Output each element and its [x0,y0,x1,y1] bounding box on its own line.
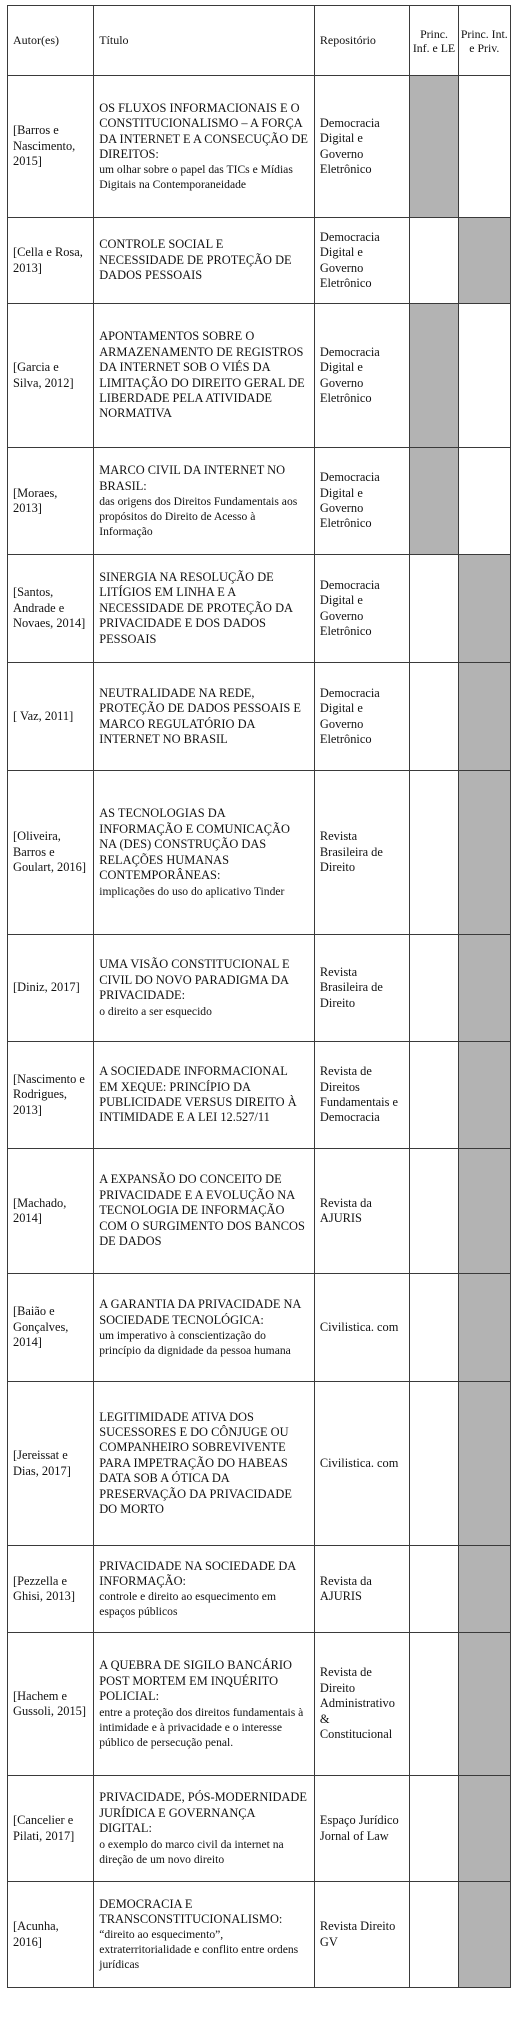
header-repositorio: Repositório [314,6,409,76]
indicator-inf-marked [410,304,458,448]
indicator-int-marked [458,935,510,1042]
titulo-main: PRIVACIDADE, PÓS-MODERNIDADE JURÍDICA E GOVERNANÇA DIGITAL: [99,1790,307,1836]
titulo-sub: controle e direito ao esquecimento em espaços públicos [99,1590,276,1619]
cell-repositorio: Civilistica. com [314,1382,409,1546]
cell-titulo [94,1042,315,1149]
cell-repositorio: Revista de Direito Administrativo & Constitucional [314,1633,409,1776]
titulo-main: NEUTRALIDADE NA REDE, PROTEÇÃO DE DADOS PESSOAIS E MARCO REGULATÓRIO DA INTERNET NO BRASIL [99,685,301,746]
table-row [8,1042,511,1149]
indicator-int-marked [458,771,510,935]
table-body [8,76,511,1988]
titulo-sub: entre a proteção dos direitos fundamentais à intimidade e à privacidade e o interesse público de persecução penal. [99,1705,304,1749]
titulo-main: CONTROLE SOCIAL E NECESSIDADE DE PROTEÇÃO DE DADOS PESSOAIS [99,237,292,283]
titulo-main: DEMOCRACIA E TRANSCONSTITUCIONALISMO: [99,1896,283,1926]
cell-autor: [Barros e Nascimento, 2015] [8,76,94,218]
indicator-inf-marked [410,448,458,555]
titulo-main: A SOCIEDADE INFORMACIONAL EM XEQUE: PRINCÍPIO DA PUBLICIDADE VERSUS DIREITO À INTIMIDADE E A LEI 12.527/11 [99,1064,297,1125]
cell-repositorio: Democracia Digital e Governo Eletrônico [314,76,409,218]
cell-autor: [Moraes, 2013] [8,448,94,555]
table-row [8,935,511,1042]
cell-titulo [94,771,315,935]
cell-autor: [Jereissat e Dias, 2017] [8,1382,94,1546]
header-row [8,6,511,76]
cell-autor: [Cella e Rosa, 2013] [8,218,94,304]
cell-repositorio: Democracia Digital e Governo Eletrônico [314,218,409,304]
cell-repositorio: Democracia Digital e Governo Eletrônico [314,448,409,555]
cell-autor: [ Vaz, 2011] [8,663,94,771]
titulo-main: AS TECNOLOGIAS DA INFORMAÇÃO E COMUNICAÇÃO NA (DES) CONSTRUÇÃO DAS RELAÇÕES HUMANAS CONTEMPORÂNEAS: [99,806,290,883]
indicator-inf-empty [410,1633,458,1776]
header-autor: Autor(es) [8,6,94,76]
titulo-main: A EXPANSÃO DO CONCEITO DE PRIVACIDADE E A EVOLUÇÃO NA TECNOLOGIA DE INFORMAÇÃO COM O SURGIMENTO DOS BANCOS DE DADOS [99,1172,305,1249]
indicator-inf-empty [410,1382,458,1546]
cell-autor: [Nascimento e Rodrigues, 2013] [8,1042,94,1149]
table-row [8,771,511,935]
indicator-int-marked [458,1776,510,1882]
titulo-sub: o direito a ser esquecido [99,1004,212,1018]
table-row [8,448,511,555]
titulo-main: MARCO CIVIL DA INTERNET NO BRASIL: [99,463,286,493]
indicator-inf-empty [410,1042,458,1149]
table-row [8,555,511,663]
cell-titulo [94,76,315,218]
cell-repositorio: Revista Brasileira de Direito [314,935,409,1042]
cell-repositorio: Democracia Digital e Governo Eletrônico [314,663,409,771]
indicator-int-empty [458,76,510,218]
cell-titulo [94,1274,315,1382]
titulo-sub: implicações do uso do aplicativo Tinder [99,884,285,898]
table-row [8,1382,511,1546]
indicator-int-empty [458,304,510,448]
table-row [8,1633,511,1776]
indicator-int-marked [458,218,510,304]
table-row [8,304,511,448]
indicator-inf-empty [410,218,458,304]
indicator-inf-marked [410,76,458,218]
table-row [8,663,511,771]
cell-titulo [94,448,315,555]
cell-titulo [94,1149,315,1274]
cell-titulo [94,1633,315,1776]
table-row [8,1546,511,1633]
indicator-inf-empty [410,1882,458,1988]
header-princ-int: Princ. Int. e Priv. [458,6,510,76]
titulo-sub: o exemplo do marco civil da internet na direção de um novo direito [99,1837,284,1866]
cell-repositorio: Revista da AJURIS [314,1149,409,1274]
titulo-main: A QUEBRA DE SIGILO BANCÁRIO POST MORTEM EM INQUÉRITO POLICIAL: [99,1658,292,1704]
cell-autor: [Oliveira, Barros e Goulart, 2016] [8,771,94,935]
indicator-int-marked [458,1274,510,1382]
cell-titulo [94,1546,315,1633]
indicator-inf-empty [410,1149,458,1274]
table-row [8,1882,511,1988]
table-row [8,1776,511,1882]
cell-repositorio: Revista Brasileira de Direito [314,771,409,935]
cell-repositorio: Democracia Digital e Governo Eletrônico [314,555,409,663]
indicator-int-marked [458,1382,510,1546]
titulo-main: PRIVACIDADE NA SOCIEDADE DA INFORMAÇÃO: [99,1558,296,1588]
cell-repositorio: Revista Direito GV [314,1882,409,1988]
cell-repositorio: Democracia Digital e Governo Eletrônico [314,304,409,448]
titulo-sub: “direito ao esquecimento”, extraterritorialidade e conflito entre ordens jurídicas [99,1928,299,1972]
indicator-inf-empty [410,1546,458,1633]
cell-autor: [Machado, 2014] [8,1149,94,1274]
indicator-int-marked [458,663,510,771]
indicator-int-marked [458,1633,510,1776]
indicator-int-marked [458,555,510,663]
titulo-sub: um olhar sobre o papel das TICs e Mídias Digitais na Contemporaneidade [99,163,293,192]
indicator-int-empty [458,448,510,555]
indicator-inf-empty [410,771,458,935]
cell-autor: [Diniz, 2017] [8,935,94,1042]
indicator-int-marked [458,1546,510,1633]
indicator-inf-empty [410,1776,458,1882]
table-row [8,218,511,304]
cell-titulo [94,935,315,1042]
cell-repositorio: Espaço Jurídico Jornal of Law [314,1776,409,1882]
indicator-int-marked [458,1882,510,1988]
table-row [8,1274,511,1382]
table-row [8,1149,511,1274]
cell-titulo [94,663,315,771]
titulo-main: A GARANTIA DA PRIVACIDADE NA SOCIEDADE TECNOLÓGICA: [99,1297,301,1327]
cell-autor: [Hachem e Gussoli, 2015] [8,1633,94,1776]
cell-autor: [Pezzella e Ghisi, 2013] [8,1546,94,1633]
cell-titulo [94,1882,315,1988]
cell-titulo [94,1776,315,1882]
titulo-sub: um imperativo à conscientização do princípio da dignidade da pessoa humana [99,1328,291,1357]
cell-autor: [Baião e Gonçalves, 2014] [8,1274,94,1382]
indicator-inf-empty [410,935,458,1042]
indicator-inf-empty [410,1274,458,1382]
table-row [8,76,511,218]
header-titulo: Título [94,6,315,76]
titulo-sub: das origens dos Direitos Fundamentais aos propósitos do Direito de Acesso à Informação [99,494,298,538]
titulo-main: SINERGIA NA RESOLUÇÃO DE LITÍGIOS EM LINHA E A NECESSIDADE DE PROTEÇÃO DA PRIVACIDADE E DOS DADOS PESSOAIS [99,569,293,646]
titulo-main: APONTAMENTOS SOBRE O ARMAZENAMENTO DE REGISTROS DA INTERNET SOB O VIÉS DA LIMITAÇÃO DO DIREITO GERAL DE LIBERDADE PELA ATIVIDADE NORMATIVA [99,329,305,421]
articles-table [7,5,511,1988]
cell-repositorio: Civilistica. com [314,1274,409,1382]
titulo-main: LEGITIMIDADE ATIVA DOS SUCESSORES E DO CÔNJUGE OU COMPANHEIRO SOBREVIVENTE PARA IMPETRAÇÃO DO HABEAS DATA SOB A ÓTICA DA PRESERVAÇÃO DA PRIVACIDADE DO MORTO [99,1409,292,1517]
indicator-inf-empty [410,663,458,771]
indicator-int-marked [458,1149,510,1274]
cell-titulo [94,304,315,448]
cell-repositorio: Revista de Direitos Fundamentais e Democracia [314,1042,409,1149]
titulo-main: OS FLUXOS INFORMACIONAIS E O CONSTITUCIONALISMO – A FORÇA DA INTERNET E A CONSECUÇÃO DE DIREITOS: [99,100,308,161]
cell-autor: [Cancelier e Pilati, 2017] [8,1776,94,1882]
cell-autor: [Santos, Andrade e Novaes, 2014] [8,555,94,663]
titulo-main: UMA VISÃO CONSTITUCIONAL E CIVIL DO NOVO PARADIGMA DA PRIVACIDADE: [99,957,290,1003]
indicator-int-marked [458,1042,510,1149]
cell-titulo [94,555,315,663]
cell-titulo [94,218,315,304]
cell-titulo [94,1382,315,1546]
cell-autor: [Garcia e Silva, 2012] [8,304,94,448]
header-princ-inf: Princ. Inf. e LE [410,6,458,76]
cell-repositorio: Revista da AJURIS [314,1546,409,1633]
cell-autor: [Acunha, 2016] [8,1882,94,1988]
indicator-inf-empty [410,555,458,663]
